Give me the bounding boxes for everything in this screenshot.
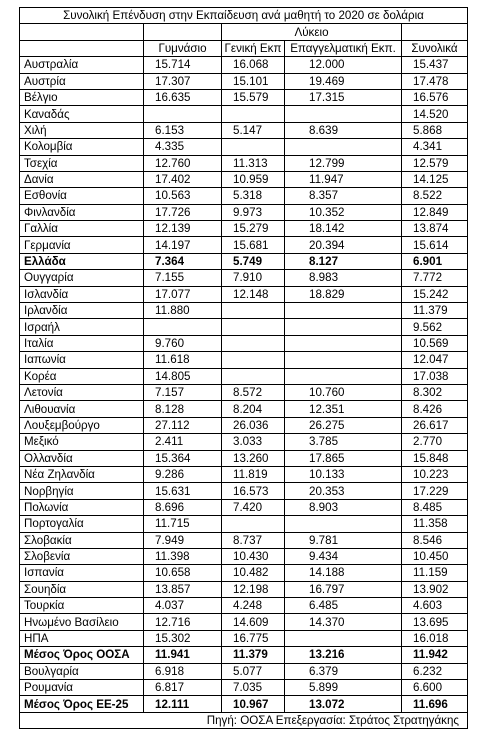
table-row (20, 450, 468, 466)
gymnasio-cell: 11.880 (144, 303, 222, 319)
total-cell: 6.901 (402, 253, 468, 269)
total-cell: 10.223 (402, 466, 468, 482)
table-row (20, 253, 468, 269)
country-cell: Δανία (20, 171, 144, 187)
total-cell: 16.018 (402, 630, 468, 646)
country-cell: Λουξεμβούργο (20, 417, 144, 433)
gymnasio-cell: 8.696 (144, 499, 222, 515)
table-row (20, 368, 468, 384)
country-cell: Σλοβενία (20, 548, 144, 564)
country-cell: Νέα Ζηλανδία (20, 466, 144, 482)
gymnasio-cell: 17.726 (144, 204, 222, 220)
general-cell: 7.420 (222, 499, 285, 515)
vocational-cell (285, 303, 402, 319)
gymnasio-cell: 12.139 (144, 221, 222, 237)
general-cell: 15.579 (222, 89, 285, 105)
table-row (20, 303, 468, 319)
table-row (20, 237, 468, 253)
gymnasio-cell: 6.153 (144, 122, 222, 138)
total-cell: 15.614 (402, 237, 468, 253)
general-cell: 16.775 (222, 630, 285, 646)
vocational-cell: 8.639 (285, 122, 402, 138)
country-cell: Ισλανδία (20, 286, 144, 302)
general-cell: 8.204 (222, 401, 285, 417)
gymnasio-cell: 9.286 (144, 466, 222, 482)
total-cell: 8.426 (402, 401, 468, 417)
total-cell: 6.600 (402, 680, 468, 696)
total-cell: 11.358 (402, 516, 468, 532)
general-cell (222, 335, 285, 351)
table-row (20, 483, 468, 499)
gymnasio-cell: 15.714 (144, 57, 222, 73)
vocational-cell: 5.899 (285, 680, 402, 696)
table-title: Συνολική Επένδυση στην Εκπαίδευση ανά μαθητή το 2020 σε δολάρια (20, 8, 468, 24)
vocational-cell: 6.379 (285, 663, 402, 679)
table-row (20, 122, 468, 138)
country-cell: Ηνωμένο Βασίλειο (20, 614, 144, 630)
general-cell (222, 516, 285, 532)
country-cell: ΗΠΑ (20, 630, 144, 646)
table-row (20, 401, 468, 417)
gymnasio-cell: 14.197 (144, 237, 222, 253)
table-row (20, 73, 468, 89)
total-cell: 8.485 (402, 499, 468, 515)
gymnasio-cell: 16.635 (144, 89, 222, 105)
table-row (20, 630, 468, 646)
table-row (20, 598, 468, 614)
gymnasio-cell: 12.760 (144, 155, 222, 171)
vocational-cell: 16.797 (285, 581, 402, 597)
general-cell: 10.959 (222, 171, 285, 187)
table-row (20, 581, 468, 597)
gymnasio-cell: 4.037 (144, 598, 222, 614)
total-cell: 13.695 (402, 614, 468, 630)
column-header-general: Γενική Εκπ (222, 40, 285, 56)
country-cell: Γερμανία (20, 237, 144, 253)
general-cell: 10.482 (222, 565, 285, 581)
total-cell: 11.159 (402, 565, 468, 581)
total-cell: 7.772 (402, 270, 468, 286)
vocational-cell: 9.434 (285, 548, 402, 564)
table-row (20, 286, 468, 302)
gymnasio-cell: 8.128 (144, 401, 222, 417)
vocational-cell (285, 335, 402, 351)
country-cell: Κολομβία (20, 139, 144, 155)
country-cell: Αυστρία (20, 73, 144, 89)
vocational-cell: 12.351 (285, 401, 402, 417)
country-cell: Νορβηγία (20, 483, 144, 499)
total-cell: 4.603 (402, 598, 468, 614)
table-row (20, 204, 468, 220)
vocational-cell: 14.370 (285, 614, 402, 630)
gymnasio-cell: 9.760 (144, 335, 222, 351)
total-cell: 4.341 (402, 139, 468, 155)
vocational-cell: 9.781 (285, 532, 402, 548)
total-cell: 5.868 (402, 122, 468, 138)
vocational-cell: 13.072 (285, 696, 402, 712)
general-cell: 12.148 (222, 286, 285, 302)
general-cell: 7.035 (222, 680, 285, 696)
gymnasio-cell: 14.805 (144, 368, 222, 384)
gymnasio-cell: 15.302 (144, 630, 222, 646)
total-cell: 10.569 (402, 335, 468, 351)
table-row (20, 106, 468, 122)
total-cell: 6.232 (402, 663, 468, 679)
table-row (20, 417, 468, 433)
gymnasio-cell: 12.111 (144, 696, 222, 712)
table-row (20, 57, 468, 73)
vocational-cell: 13.216 (285, 647, 402, 663)
country-cell: Ουγγαρία (20, 270, 144, 286)
gymnasio-cell: 27.112 (144, 417, 222, 433)
country-cell: Ιταλία (20, 335, 144, 351)
general-cell (222, 303, 285, 319)
total-cell: 12.579 (402, 155, 468, 171)
table-row (20, 171, 468, 187)
general-cell: 4.248 (222, 598, 285, 614)
total-cell: 11.379 (402, 303, 468, 319)
country-cell: Μέσος Όρος ΕΕ-25 (20, 696, 144, 712)
country-cell: Ισραήλ (20, 319, 144, 335)
group-header-lykeio: Λύκειο (222, 24, 402, 40)
vocational-cell: 17.865 (285, 450, 402, 466)
column-header-total: Συνολικά (402, 40, 468, 56)
group-header-row (20, 24, 468, 40)
table-row (20, 516, 468, 532)
general-cell: 16.573 (222, 483, 285, 499)
table-row (20, 221, 468, 237)
table-row (20, 434, 468, 450)
table-row (20, 188, 468, 204)
country-cell: Πορτογαλία (20, 516, 144, 532)
empty-cell (402, 24, 468, 40)
total-cell: 13.874 (402, 221, 468, 237)
general-cell: 8.737 (222, 532, 285, 548)
general-cell: 10.430 (222, 548, 285, 564)
country-cell: Ισπανία (20, 565, 144, 581)
country-cell: Χιλή (20, 122, 144, 138)
general-cell: 7.910 (222, 270, 285, 286)
empty-cell (20, 24, 144, 40)
total-cell: 15.848 (402, 450, 468, 466)
gymnasio-cell: 15.364 (144, 450, 222, 466)
general-cell (222, 319, 285, 335)
total-cell: 8.546 (402, 532, 468, 548)
gymnasio-cell: 7.157 (144, 384, 222, 400)
table-row (20, 89, 468, 105)
vocational-cell (285, 319, 402, 335)
vocational-cell (285, 368, 402, 384)
gymnasio-cell: 17.307 (144, 73, 222, 89)
table-row (20, 532, 468, 548)
general-cell: 11.379 (222, 647, 285, 663)
gymnasio-cell: 2.411 (144, 434, 222, 450)
total-cell: 17.229 (402, 483, 468, 499)
vocational-cell: 18.142 (285, 221, 402, 237)
total-cell: 8.522 (402, 188, 468, 204)
table-row (20, 384, 468, 400)
vocational-cell: 20.394 (285, 237, 402, 253)
general-cell: 13.260 (222, 450, 285, 466)
total-cell: 13.902 (402, 581, 468, 597)
general-cell: 15.101 (222, 73, 285, 89)
general-cell: 12.198 (222, 581, 285, 597)
vocational-cell (285, 516, 402, 532)
general-cell: 3.033 (222, 434, 285, 450)
total-cell: 14.125 (402, 171, 468, 187)
total-cell: 2.770 (402, 434, 468, 450)
vocational-cell: 12.799 (285, 155, 402, 171)
gymnasio-cell: 13.857 (144, 581, 222, 597)
gymnasio-cell: 15.631 (144, 483, 222, 499)
vocational-cell (285, 352, 402, 368)
table-row (20, 680, 468, 696)
country-cell: Γαλλία (20, 221, 144, 237)
vocational-cell: 10.352 (285, 204, 402, 220)
vocational-cell: 11.947 (285, 171, 402, 187)
table-row (20, 663, 468, 679)
total-cell: 16.576 (402, 89, 468, 105)
table-row (20, 696, 468, 712)
total-cell: 15.242 (402, 286, 468, 302)
country-cell: Ελλάδα (20, 253, 144, 269)
vocational-cell (285, 139, 402, 155)
total-cell: 8.302 (402, 384, 468, 400)
total-cell: 26.617 (402, 417, 468, 433)
vocational-cell: 14.188 (285, 565, 402, 581)
column-header-vocational: Επαγγελματική Εκπ. (285, 40, 402, 56)
country-cell: Βουλγαρία (20, 663, 144, 679)
gymnasio-cell: 4.335 (144, 139, 222, 155)
table-row (20, 155, 468, 171)
country-cell: Τσεχία (20, 155, 144, 171)
country-cell: Λιθουανία (20, 401, 144, 417)
general-cell: 5.749 (222, 253, 285, 269)
total-cell: 11.942 (402, 647, 468, 663)
source-note: Πηγή: ΟΟΣΑ Επεξεργασία: Στράτος Στρατηγάκης (20, 712, 468, 728)
table-row (20, 565, 468, 581)
vocational-cell: 10.133 (285, 466, 402, 482)
general-cell: 15.681 (222, 237, 285, 253)
vocational-cell: 17.315 (285, 89, 402, 105)
country-cell: Εσθονία (20, 188, 144, 204)
country-cell: Καναδάς (20, 106, 144, 122)
table-row (20, 466, 468, 482)
general-cell (222, 352, 285, 368)
vocational-cell: 8.357 (285, 188, 402, 204)
country-cell: Πολωνία (20, 499, 144, 515)
vocational-cell: 3.785 (285, 434, 402, 450)
country-cell: Τουρκία (20, 598, 144, 614)
data-table (19, 7, 468, 729)
country-cell: Κορέα (20, 368, 144, 384)
general-cell (222, 139, 285, 155)
gymnasio-cell: 12.716 (144, 614, 222, 630)
country-cell: Ρουμανία (20, 680, 144, 696)
country-cell: Λετονία (20, 384, 144, 400)
empty-cell (144, 24, 222, 40)
general-cell: 26.036 (222, 417, 285, 433)
gymnasio-cell: 11.715 (144, 516, 222, 532)
vocational-cell (285, 630, 402, 646)
gymnasio-cell: 11.398 (144, 548, 222, 564)
table-row (20, 335, 468, 351)
gymnasio-cell: 11.941 (144, 647, 222, 663)
vocational-cell: 8.903 (285, 499, 402, 515)
gymnasio-cell: 10.658 (144, 565, 222, 581)
gymnasio-cell: 10.563 (144, 188, 222, 204)
total-cell: 11.696 (402, 696, 468, 712)
general-cell: 10.967 (222, 696, 285, 712)
title-row (20, 8, 468, 24)
total-cell: 15.437 (402, 57, 468, 73)
gymnasio-cell (144, 319, 222, 335)
table-row (20, 499, 468, 515)
empty-cell (20, 40, 144, 56)
country-cell: Ολλανδία (20, 450, 144, 466)
gymnasio-cell: 17.402 (144, 171, 222, 187)
general-cell: 9.973 (222, 204, 285, 220)
vocational-cell: 26.275 (285, 417, 402, 433)
table-row (20, 139, 468, 155)
general-cell: 5.318 (222, 188, 285, 204)
vocational-cell: 10.760 (285, 384, 402, 400)
source-row (20, 712, 468, 728)
general-cell: 5.077 (222, 663, 285, 679)
general-cell: 11.313 (222, 155, 285, 171)
total-cell: 17.038 (402, 368, 468, 384)
general-cell: 15.279 (222, 221, 285, 237)
country-cell: Βέλγιο (20, 89, 144, 105)
country-cell: Ιαπωνία (20, 352, 144, 368)
table-row (20, 352, 468, 368)
general-cell: 8.572 (222, 384, 285, 400)
vocational-cell: 18.829 (285, 286, 402, 302)
vocational-cell: 8.127 (285, 253, 402, 269)
table-row (20, 647, 468, 663)
vocational-cell: 19.469 (285, 73, 402, 89)
general-cell: 16.068 (222, 57, 285, 73)
country-cell: Φινλανδία (20, 204, 144, 220)
vocational-cell: 12.000 (285, 57, 402, 73)
table-row (20, 270, 468, 286)
vocational-cell: 8.983 (285, 270, 402, 286)
vocational-cell: 6.485 (285, 598, 402, 614)
column-header-row (20, 40, 468, 56)
general-cell: 5.147 (222, 122, 285, 138)
general-cell: 14.609 (222, 614, 285, 630)
total-cell: 14.520 (402, 106, 468, 122)
gymnasio-cell: 7.155 (144, 270, 222, 286)
table-row (20, 319, 468, 335)
table-row (20, 548, 468, 564)
country-cell: Ιρλανδία (20, 303, 144, 319)
country-cell: Σλοβακία (20, 532, 144, 548)
vocational-cell (285, 106, 402, 122)
general-cell (222, 368, 285, 384)
total-cell: 9.562 (402, 319, 468, 335)
country-cell: Μεξικό (20, 434, 144, 450)
general-cell: 11.819 (222, 466, 285, 482)
country-cell: Αυστραλία (20, 57, 144, 73)
total-cell: 17.478 (402, 73, 468, 89)
general-cell (222, 106, 285, 122)
total-cell: 10.450 (402, 548, 468, 564)
column-header-gymnasio: Γυμνάσιο (144, 40, 222, 56)
gymnasio-cell (144, 106, 222, 122)
country-cell: Μέσος Όρος ΟΟΣΑ (20, 647, 144, 663)
gymnasio-cell: 17.077 (144, 286, 222, 302)
gymnasio-cell: 6.918 (144, 663, 222, 679)
vocational-cell: 20.353 (285, 483, 402, 499)
total-cell: 12.047 (402, 352, 468, 368)
gymnasio-cell: 7.949 (144, 532, 222, 548)
country-cell: Σουηδία (20, 581, 144, 597)
gymnasio-cell: 7.364 (144, 253, 222, 269)
gymnasio-cell: 11.618 (144, 352, 222, 368)
gymnasio-cell: 6.817 (144, 680, 222, 696)
table-row (20, 614, 468, 630)
total-cell: 12.849 (402, 204, 468, 220)
